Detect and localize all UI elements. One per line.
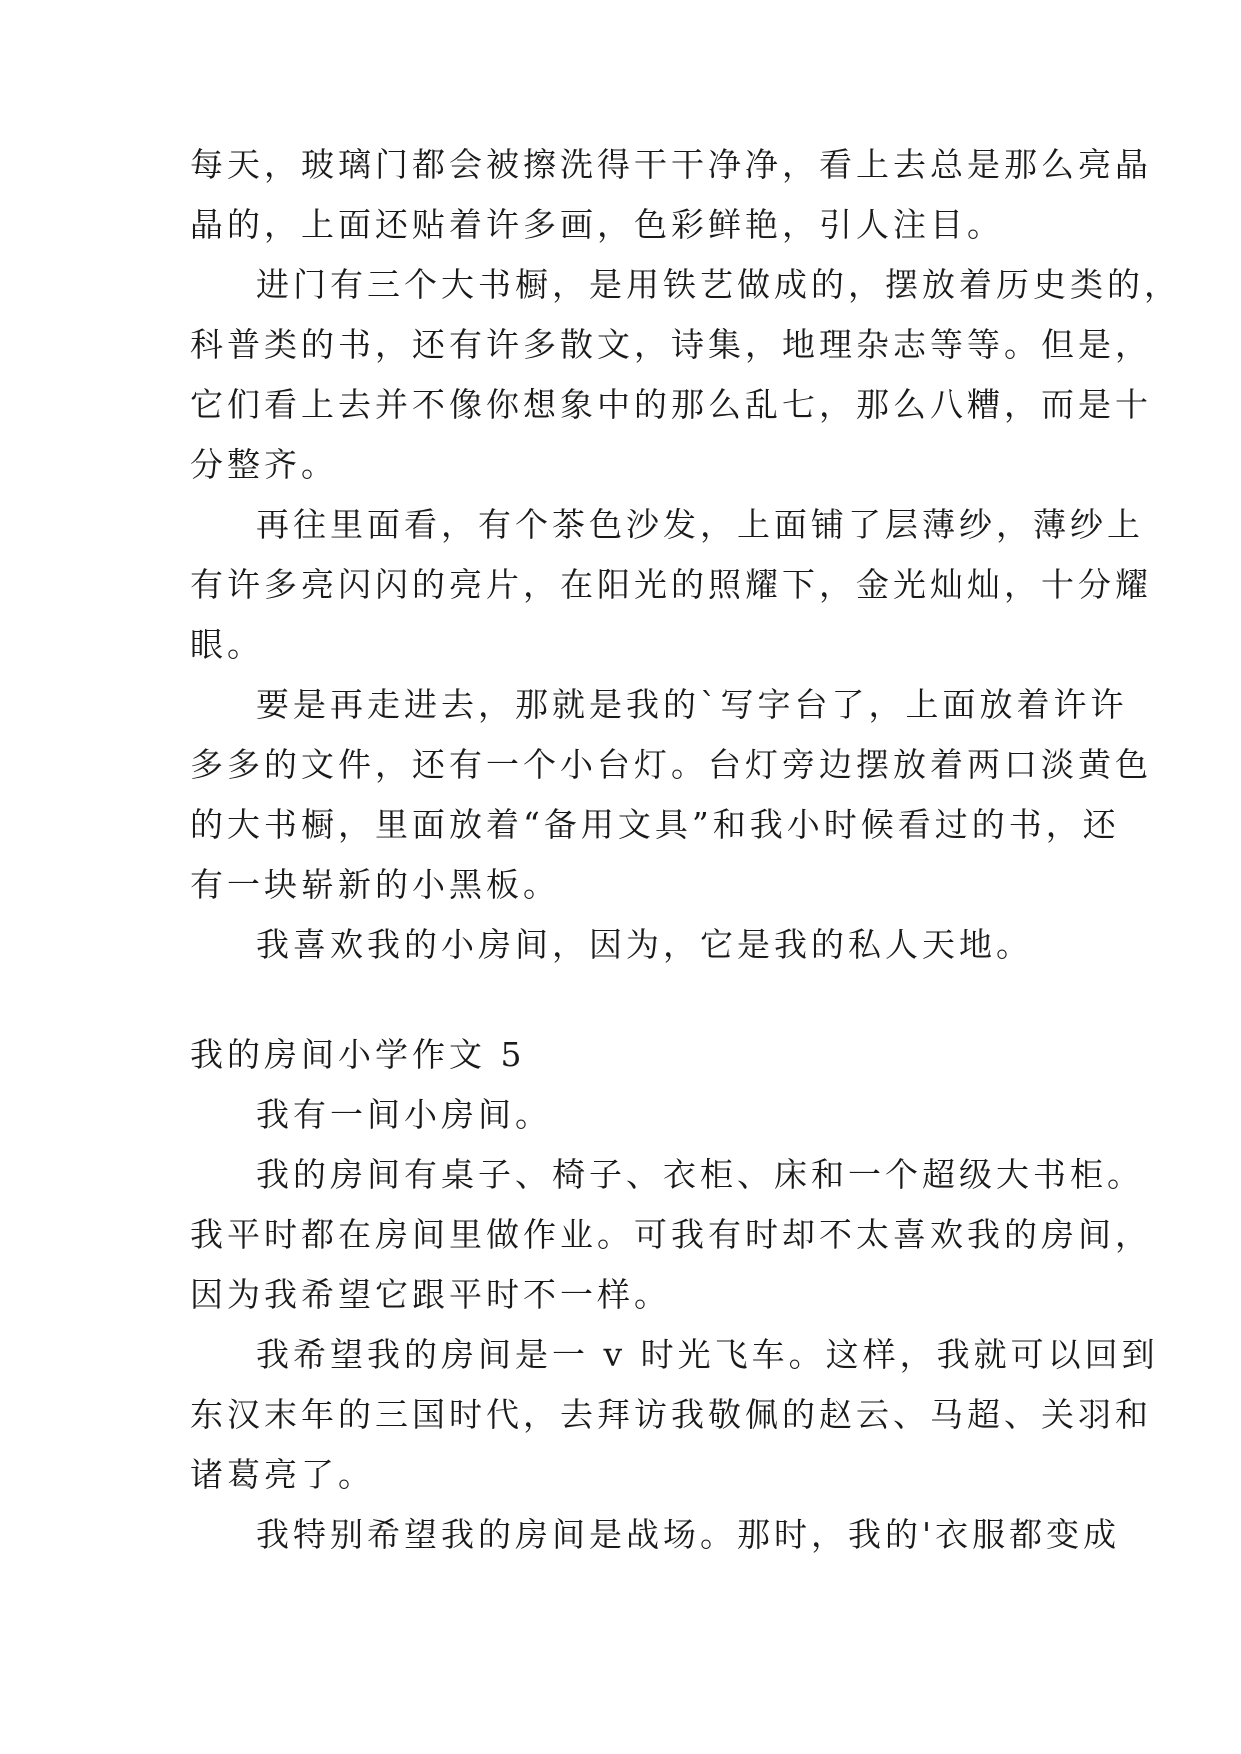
paragraph-line: 每天，玻璃门都会被擦洗得干干净净，看上去总是那么亮晶 bbox=[190, 145, 1152, 184]
paragraph-line: 眼。 bbox=[190, 625, 264, 664]
paragraph-line: 有一块崭新的小黑板。 bbox=[190, 865, 560, 904]
paragraph-line: 进门有三个大书橱，是用铁艺做成的，摆放着历史类的， bbox=[256, 265, 1181, 304]
paragraph-line: 我喜欢我的小房间，因为，它是我的私人天地。 bbox=[256, 925, 1033, 964]
paragraph-line: 晶的，上面还贴着许多画，色彩鲜艳，引人注目。 bbox=[190, 205, 1004, 244]
paragraph-line: 东汉末年的三国时代，去拜访我敬佩的赵云、马超、关羽和 bbox=[190, 1395, 1152, 1434]
paragraph-intro bbox=[190, 1085, 1060, 1145]
paragraph-bookcases bbox=[190, 255, 1181, 495]
paragraph-glass-door bbox=[190, 135, 1152, 255]
paragraph-line: 我希望我的房间是一 v 时光飞车。这样，我就可以回到 bbox=[256, 1335, 1159, 1374]
paragraph-line: 分整齐。 bbox=[190, 445, 338, 484]
essay-heading bbox=[190, 1025, 1060, 1085]
paragraph-furniture bbox=[190, 1145, 1152, 1325]
paragraph-desk bbox=[190, 675, 1152, 915]
paragraph-line: 科普类的书，还有许多散文，诗集，地理杂志等等。但是， bbox=[190, 325, 1152, 364]
paragraph-line: 要是再走进去，那就是我的`写字台了，上面放着许许 bbox=[256, 685, 1128, 724]
paragraph-line: 我有一间小房间。 bbox=[256, 1095, 552, 1134]
paragraph-line: 诸葛亮了。 bbox=[190, 1455, 375, 1494]
paragraph-line: 我特别希望我的房间是战场。那时，我的'衣服都变成 bbox=[256, 1515, 1121, 1554]
paragraph-line: 我的房间有桌子、椅子、衣柜、床和一个超级大书柜。 bbox=[256, 1155, 1144, 1194]
paragraph-line: 我平时都在房间里做作业。可我有时却不太喜欢我的房间， bbox=[190, 1215, 1152, 1254]
paragraph-sofa bbox=[190, 495, 1152, 675]
paragraph-battlefield bbox=[190, 1505, 1121, 1565]
paragraph-time-machine bbox=[190, 1325, 1159, 1505]
paragraph-line: 多多的文件，还有一个小台灯。台灯旁边摆放着两口淡黄色 bbox=[190, 745, 1152, 784]
paragraph-line: 有许多亮闪闪的亮片，在阳光的照耀下，金光灿灿，十分耀 bbox=[190, 565, 1152, 604]
paragraph-line: 它们看上去并不像你想象中的那么乱七，那么八糟，而是十 bbox=[190, 385, 1152, 424]
paragraph-conclusion bbox=[190, 915, 1060, 975]
paragraph-line: 的大书橱，里面放着“备用文具”和我小时候看过的书，还 bbox=[190, 805, 1120, 844]
paragraph-line: 再往里面看，有个茶色沙发，上面铺了层薄纱，薄纱上 bbox=[256, 505, 1144, 544]
heading-text: 我的房间小学作文 5 bbox=[190, 1035, 526, 1074]
paragraph-line: 因为我希望它跟平时不一样。 bbox=[190, 1275, 671, 1314]
